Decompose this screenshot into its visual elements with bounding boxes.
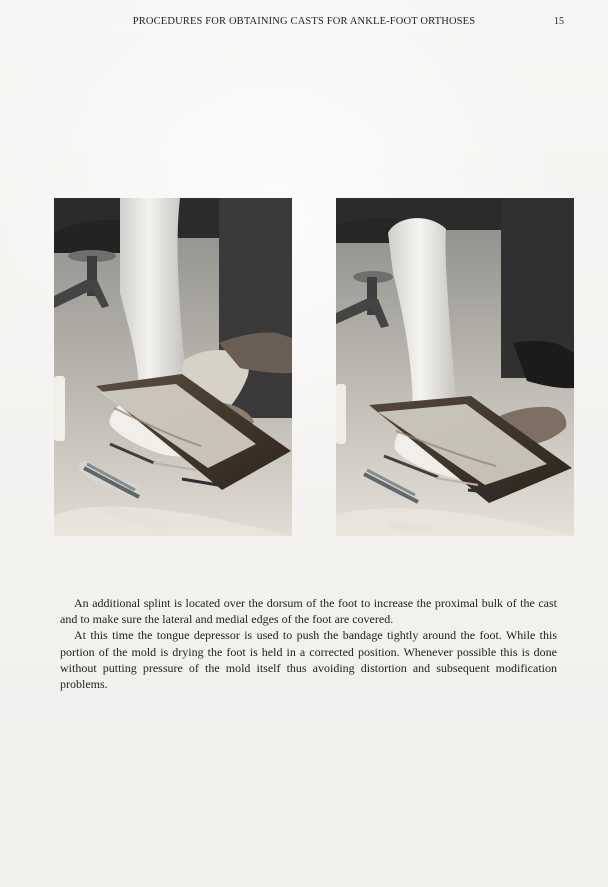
page-number: 15 [554, 16, 564, 27]
right-photo-illustration [336, 198, 574, 536]
body-paragraph-1: An additional splint is located over the dorsum of the foot to increase the proximal bulk of the cast and to make sure the lateral and medial edges of the foot are covered. [60, 596, 557, 627]
right-procedure-photo [336, 198, 574, 536]
running-header-title: PROCEDURES FOR OBTAINING CASTS FOR ANKLE-FOOT ORTHOSES [132, 16, 476, 27]
left-procedure-photo [54, 198, 292, 536]
body-text-block [60, 595, 557, 692]
body-paragraph-2: At this time the tongue depressor is used to push the bandage tightly around the foot. While this portion of the mold is drying the foot is held in a corrected position. Whenever possible this is done without putting pressure of the mold itself thus avoiding distortion and subsequent modification problems. [60, 628, 557, 692]
left-photo-illustration [54, 198, 292, 536]
